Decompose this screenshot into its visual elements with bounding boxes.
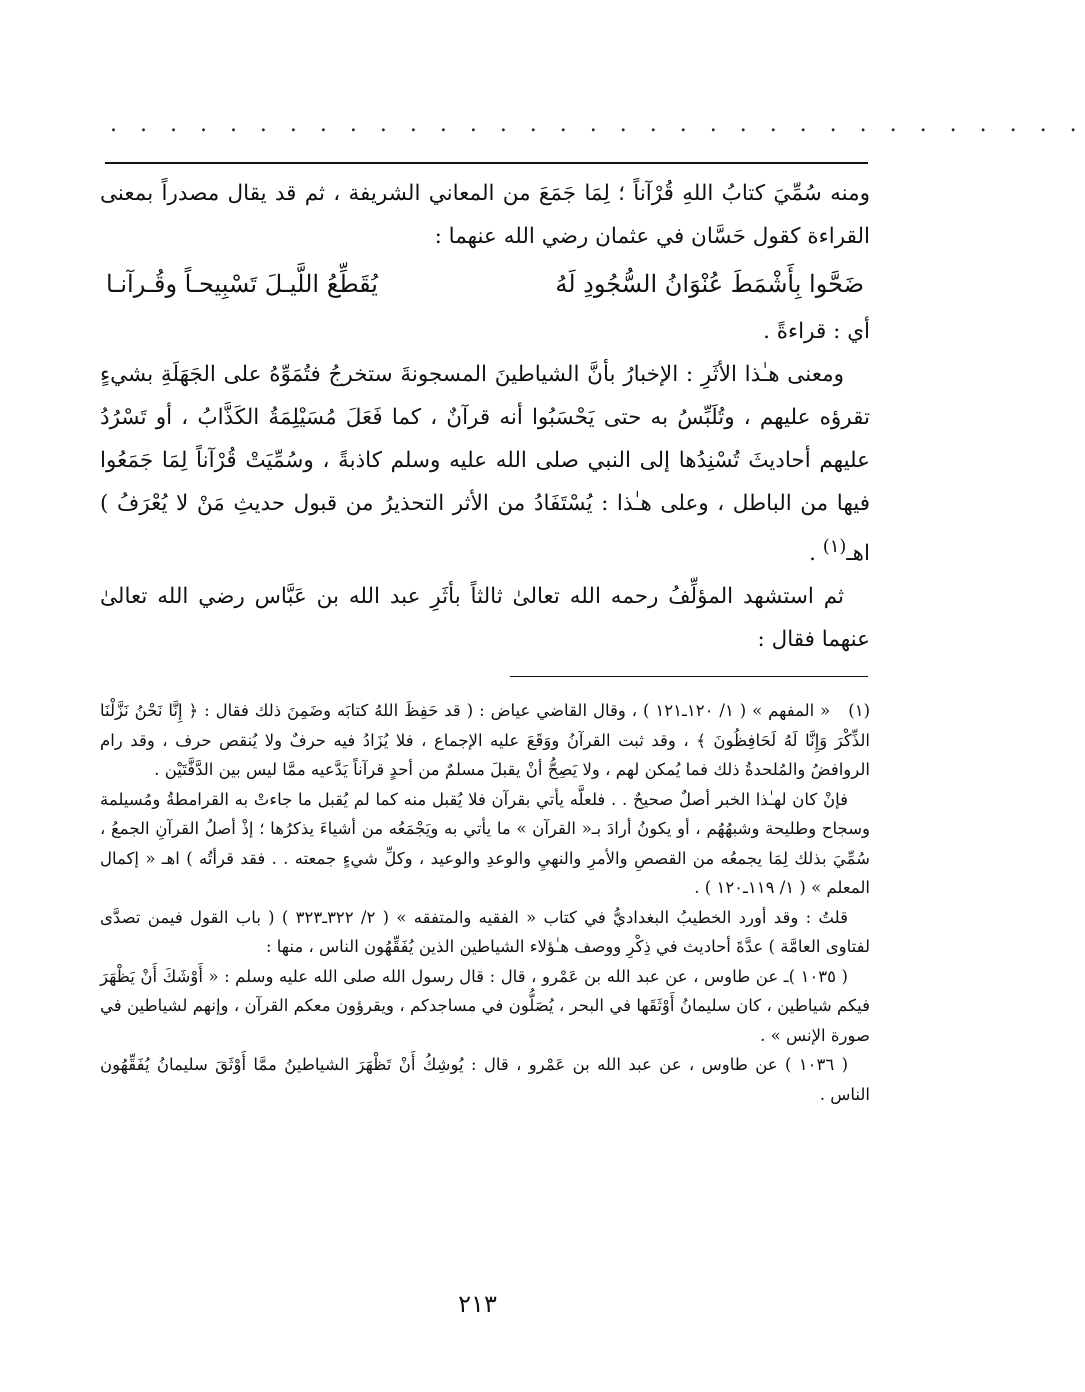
paragraph-4: ثم استشهد المؤلِّفُ رحمه الله تعالىٰ ثالثاً بأثَرِ عبد الله بن عَبَّاس رضي الله تعالىٰ عنهما فقال :: [100, 584, 870, 653]
footnotes: [100, 696, 870, 1109]
footnote-1-text: « المفهم » ( ١/ ١٢٠ـ١٢١ ) ، وقال القاضي عياض : ( قد حَفِظَ اللهُ كتابَه وضَمِنَ ذلك فقال : ﴿ إِنَّا نَحْنُ نَزَّلْنَا الذِّكْرَ وَإِنَّا لَهُ لَحَافِظُونَ ﴾ ، وقد ثبت القرآنُ ووَقَعَ عليه الإجماع ، فلا يُزَادُ فيه حرفٌ ولا يُنقص حرف ، وقد رام الروافضُ والمُلحدةُ ذلك فما يُمكن لهم ، ولا يَصِحُّ أنْ يقبلَ مسلمٌ من أحدٍ قرآناً يَدَّعيه ممَّا ليس بين الدَّفَّتَيْن .: [100, 701, 870, 779]
footnote-1-number: (١): [848, 701, 870, 720]
page-number: ٢١٣: [458, 1290, 497, 1318]
paragraph-3-end: .: [809, 541, 823, 567]
footnote-1-part-e: ( ١٠٣٦ ) عن طاوس ، عن عبد الله بن عَمْرو ، قال : يُوشِكُ أَنْ تَظْهَرَ الشياطينُ ممَّا أَوْثَقَ سليمانُ يُفَقِّهُون الناس .: [100, 1055, 870, 1104]
footnote-1-part-a: [100, 696, 870, 785]
header-rule: [105, 162, 868, 164]
paragraph-3: [100, 353, 870, 575]
verse-second-hemistich: يُقَطِّعُ اللَّيـلَ تَسْبِيحـاً وقُـرآنـا: [106, 270, 378, 298]
verse-first-hemistich: ضَحَّوا بِأَشْمَطَ عُنْوَانُ السُّجُودِ لَهُ: [555, 270, 864, 298]
paragraph-2: أي : قراءةً .: [763, 319, 870, 344]
footnote-rule: [510, 676, 868, 677]
footnote-1-part-b: فإنْ كان لهـٰذا الخبر أصلٌ صحيحٌ . . فلعلَّه يأتي بقرآن فلا يُقبل منه كما لم يُقبل ما جاءتْ به القرامطةُ ومُسيلمة وسجاح وطليحة وشبهُهُم ، أو يكونُ أرادَ بـ« القرآن » ما يأتي به ويَجْمَعُه من أشياءَ يذكرُها ؛ إذْ أصلُ القرآنِ الجمعُ ، سُمِّيَ بذلك لِمَا يجمعُه من القصصِ والأمرِ والنهيِ والوعدِ والوعيد ، وكلِّ شيءٍ جمعته . . فقد قرأتُه ) اهـ « إكمال المعلم » ( ١/ ١١٩ـ١٢٠ ) .: [100, 789, 870, 897]
main-text: [100, 172, 870, 661]
paragraph-3-text: ومعنى هـٰذا الأثَرِ : الإخبارُ بأنَّ الشياطينَ المسجونةَ ستخرجُ فتُمَوِّهُ على الجَهَلَةِ بشيءٍ تقرؤه عليهم ، وتُلَبِّسُ به حتى يَحْسَبُوا أنه قرآنٌ ، كما فَعَلَ مُسَيْلِمَةُ الكَذَّابُ ، أو تَسْرُدُ عليهم أحاديثَ تُسْنِدُها إلى النبي صلى الله عليه وسلم كاذبةً ، وسُمِّيَتْ قُرْآناً لِمَا جَمَعُوا فيها من الباطل ، وعلى هـٰذا : يُسْتَفَادُ من الأثر التحذيرُ من قبول حديثِ مَنْ لا يُعْرَفُ ) اهـ: [100, 362, 870, 567]
header-dotted-line: . . . . . . . . . . . . . . . . . . . . . . . . . . . . . . . . .: [110, 112, 1085, 137]
poetry-verse: [100, 258, 870, 310]
footnote-1-part-d: ( ١٠٣٥ )ـ عن طاوس ، عن عبد الله بن عَمْرو ، قال : قال رسول الله صلى الله عليه وسلم : « أَوْشَكَ أَنْ يَظْهَرَ فيكم شياطين ، كان سليمانُ أَوْثَقَها في البحر ، يُصَلُّون في مساجدكم ، ويقرؤون معكم القرآن ، وإنهم لشياطين في صورة الإنس » .: [100, 966, 870, 1045]
paragraph-1: ومنه سُمِّيَ كتابُ اللهِ قُرْآناً ؛ لِمَا جَمَعَ من المعاني الشريفة ، ثم قد يقال مصدراً بمعنى القراءة كقول حَسَّان في عثمان رضي الله عنهما :: [100, 181, 870, 249]
footnote-ref-1[interactable]: (١): [822, 536, 847, 557]
footnote-1-part-c: قلتُ : وقد أورد الخطيبُ البغداديُّ في كتاب « الفقيه والمتفقه » ( ٢/ ٣٢٢ـ٣٢٣ ) ( باب القول فيمن تصدَّى لفتاوى العامَّة ) عدَّةَ أحاديث في ذِكْرِ ووصف هـٰؤلاء الشياطين الذين يُفَقِّهُون الناس ، منها :: [100, 907, 870, 956]
